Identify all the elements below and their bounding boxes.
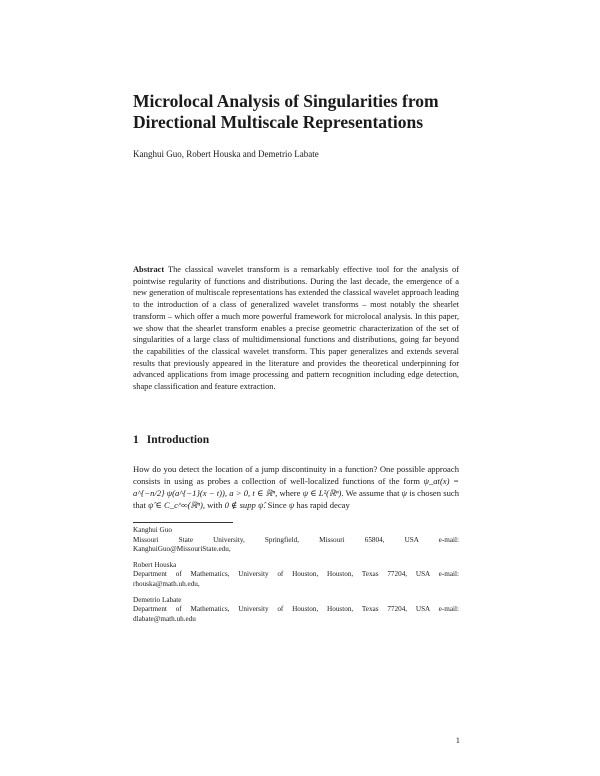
affiliation-address: Department of Mathematics, University of Houston, Houston, Texas 77204, USA e-mail: xyxy=(133,570,459,579)
intro-math: ψ_at(x) = a^{−n/2} ψ(a^{−1}(x − t)), a > 0, t ∈ ℝⁿ xyxy=(133,476,459,498)
affiliation-houska xyxy=(133,561,459,590)
intro-paragraph xyxy=(133,463,459,511)
intro-text: , where xyxy=(275,488,303,498)
paper-title: Microlocal Analysis of Singularities from Directional Multiscale Representations xyxy=(133,91,439,132)
affiliation-email: KanghuiGuo@MissouriState.edu, xyxy=(133,545,231,554)
intro-math: 0 ∉ supp ψ̂ xyxy=(224,500,264,510)
intro-text: has rapid decay xyxy=(294,500,350,510)
affiliation-email: dlabate@math.uh.edu xyxy=(133,614,196,623)
footnote-rule xyxy=(133,522,233,523)
affiliation-address: Department of Mathematics, University of Houston, Houston, Texas 77204, USA e-mail: xyxy=(133,605,459,614)
intro-math: ψ xyxy=(401,488,408,498)
abstract xyxy=(133,264,459,393)
author-list: Kanghui Guo, Robert Houska and Demetrio Labate xyxy=(133,149,319,159)
affiliations xyxy=(133,526,459,630)
affiliation-name: Demetrio Labate xyxy=(133,595,182,604)
intro-math: ψ ∈ L²(ℝⁿ) xyxy=(302,488,342,498)
intro-text: , with xyxy=(202,500,225,510)
affiliation-address: Missouri State University, Springfield, Missouri 65804, USA e-mail: xyxy=(133,535,459,544)
section-number: 1 xyxy=(133,434,139,446)
intro-text: is chosen such that xyxy=(133,488,459,510)
intro-math: ψ xyxy=(288,500,295,510)
section-heading xyxy=(133,433,459,447)
affiliation-guo xyxy=(133,526,459,555)
affiliation-email: rhouska@math.uh.edu, xyxy=(133,579,200,588)
intro-text: How do you detect the location of a jump discontinuity in a function? One possible approach consists in using as probes a collection of well-localized functions of the form xyxy=(133,464,459,486)
abstract-text: The classical wavelet transform is a remarkably effective tool for the analysis of pointwise regularity of functions and distributions. During the last decade, the emergence of a new generation of multiscale representations has extended the classical wavelet approach leading to the introduction of a class of generalized wavelet transforms – most notably the shearlet transform – which offer a much more powerful framework for microlocal analysis. In this paper, we show that the shearlet transform enables a precise geometric characterization of the set of singularities of a large class of multidimensional functions and distributions, going far beyond the capabilities of the classical wavelet transform. This paper generalizes and extends several results that previously appeared in the literature and provides the theoretical underpinning for advanced applications from image processing and pattern recognition including edge detection, shape classification and feature extraction. xyxy=(133,265,459,392)
section-title: Introduction xyxy=(146,434,210,446)
affiliation-name: Robert Houska xyxy=(133,560,177,569)
affiliation-labate xyxy=(133,596,459,625)
intro-text: . Since xyxy=(263,500,289,510)
page-number: 1 xyxy=(455,735,460,745)
affiliation-name: Kanghui Guo xyxy=(133,526,172,534)
intro-text: . We assume that xyxy=(341,488,402,498)
abstract-label: Abstract xyxy=(133,265,165,274)
intro-math: ψ̂ ∈ C_c^∞(ℝⁿ) xyxy=(148,500,203,510)
